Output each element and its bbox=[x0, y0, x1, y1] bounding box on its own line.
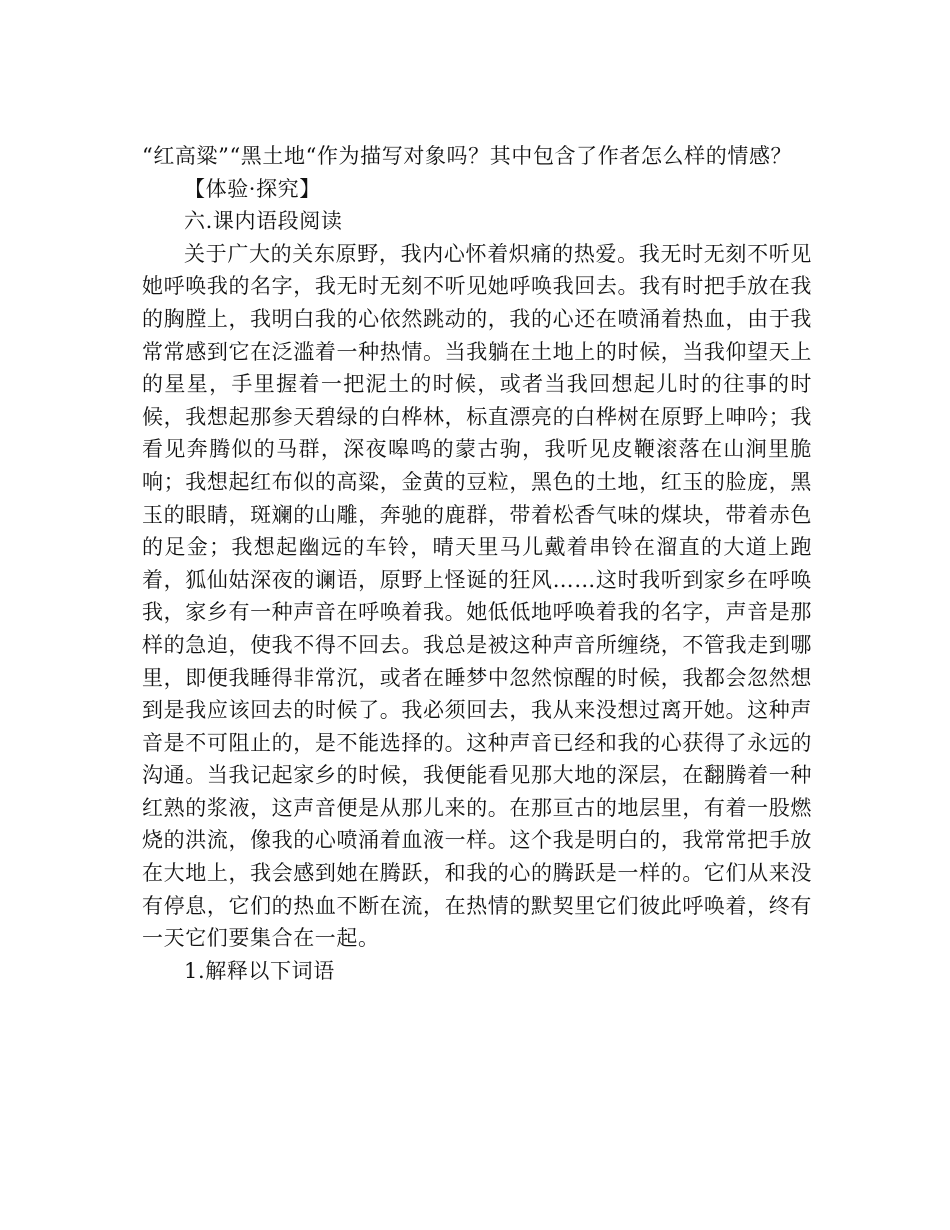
question-1: 1.解释以下词语 bbox=[184, 958, 335, 983]
section-title: 【体验·探究】 bbox=[184, 176, 321, 201]
question-continuation: “红高粱”“黑土地“作为描写对象吗？其中包含了作者怎么样的情感？ bbox=[142, 144, 793, 168]
reading-passage: 关于广大的关东原野，我内心怀着炽痛的热爱。我无时无刻不听见她呼唤我的名字，我无时无刻不听见她呼唤我回去。我有时把手放在我的胸膛上，我明白我的心依然跳动的，我的心还在喷涌着热血，由于我常常感到它在泛滥着一种热情。当我躺在土地上的时候，当我仰望天上的星星，手里握着一把泥土的时候，或者当我回想起儿时的往事的时候，我想起那参天碧绿的白桦林，标直漂亮的白桦树在原野上呻吟；我看见奔腾似的马群，深夜嗥鸣的蒙古驹，我听见皮鞭滚落在山涧里脆响；我想起红布似的高粱，金黄的豆粒，黑色的土地，红玉的脸庞，黑玉的眼睛，斑斓的山雕，奔驰的鹿群，带着松香气味的煤块，带着赤色的足金；我想起幽远的车铃，晴天里马儿戴着串铃在溜直的大道上跑着，狐仙姑深夜的谰语，原野上怪诞的狂风……这时我听到家乡在呼唤我，家乡有一种声音在呼唤着我。她低低地呼唤着我的名字，声音是那样的急迫，使我不得不回去。我总是被这种声音所缠绕，不管我走到哪里，即便我睡得非常沉，或者在睡梦中忽然惊醒的时候，我都会忽然想到是我应该回去的时候了。我必须回去，我从来没想过离开她。这种声音是不可阻止的，是不能选择的。这种声音已经和我的心获得了永远的沟通。当我记起家乡的时候，我便能看见那大地的深层，在翻腾着一种红熟的浆液，这声音便是从那儿来的。在那亘古的地层里，有着一股燃烧的洪流，像我的心喷涌着血液一样。这个我是明白的，我常常把手放在大地上，我会感到她在腾跃，和我的心的腾跃是一样的。它们从来没有停息，它们的热血不断在流，在热情的默契里它们彼此呼唤着，终有一天它们要集合在一起。 bbox=[142, 241, 812, 951]
document-body bbox=[142, 140, 812, 987]
subsection-title: 六.课内语段阅读 bbox=[184, 209, 343, 234]
